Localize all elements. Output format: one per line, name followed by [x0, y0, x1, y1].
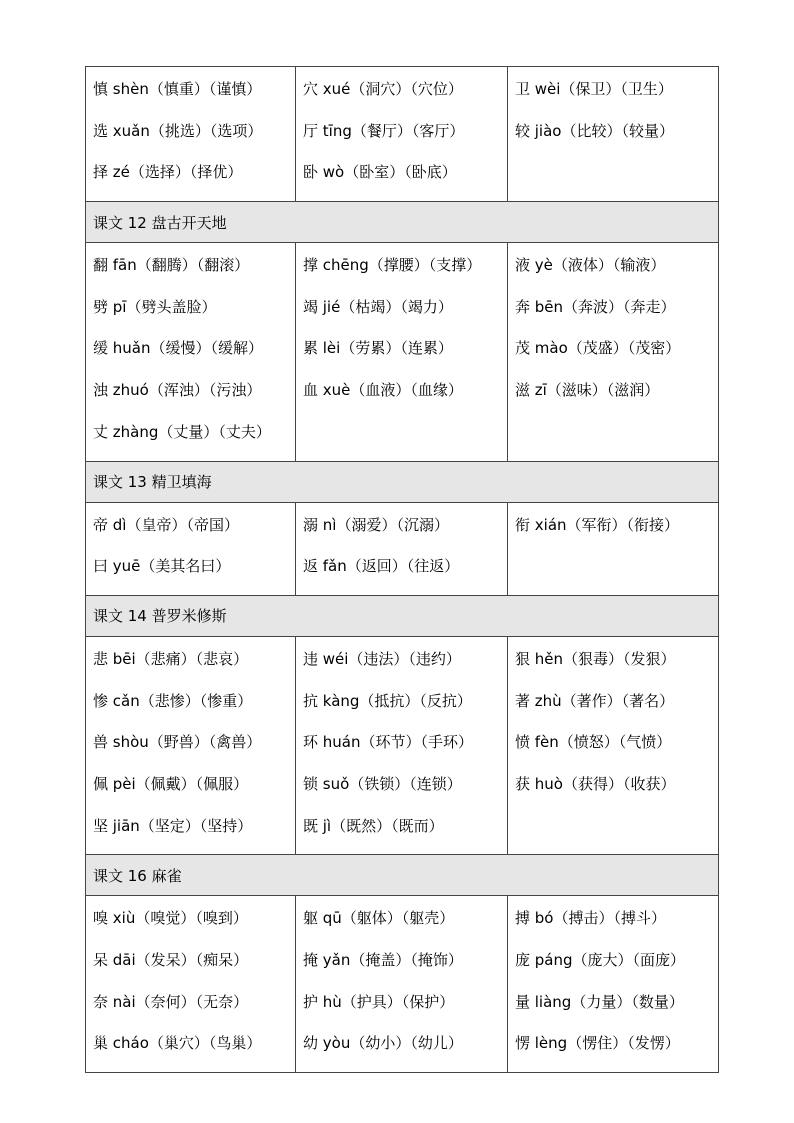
section-header-row [86, 595, 719, 636]
character-column [86, 502, 296, 595]
character-entry: 劈 pī（劈头盖脸） [93, 297, 217, 316]
character-entry: 悲 bēi（悲痛）（悲哀） [93, 649, 249, 668]
character-entry: 缓 huǎn（缓慢）（缓解） [93, 339, 263, 358]
section-content-row [86, 502, 719, 595]
character-entry: 愣 lèng（愣住）（发愣） [515, 1034, 680, 1053]
section-header-row [86, 202, 719, 243]
vocabulary-table-body [86, 67, 719, 1073]
character-column [296, 636, 508, 854]
character-column [296, 243, 508, 461]
character-column [508, 896, 719, 1073]
character-column [508, 67, 719, 202]
character-entry: 慎 shèn（慎重）（谨慎） [93, 80, 262, 98]
section-title: 课文 12 盘古开天地 [86, 202, 719, 243]
character-entry: 溺 nì（溺爱）（沉溺） [303, 515, 449, 534]
character-column [86, 67, 296, 202]
character-entry: 愤 fèn（愤怒）（气愤） [515, 733, 672, 752]
character-entry: 呆 dāi（发呆）（痴呆） [93, 951, 249, 969]
character-entry: 护 hù（护具）（保护） [303, 992, 455, 1011]
character-entry: 奈 nài（奈何）（无奈） [93, 992, 249, 1011]
character-entry: 翻 fān（翻腾）（翻滚） [93, 256, 250, 275]
section-title: 课文 16 麻雀 [86, 855, 719, 896]
character-entry: 较 jiào（比较）（较量） [515, 121, 674, 140]
character-entry: 狠 hěn（狠毒）（发狠） [515, 649, 676, 668]
section-title: 课文 13 精卫填海 [86, 461, 719, 502]
character-entry: 坚 jiān（坚定）（坚持） [93, 816, 253, 835]
character-entry: 巢 cháo（巢穴）（鸟巢） [93, 1034, 262, 1053]
character-entry: 惨 cǎn（悲惨）（惨重） [93, 691, 253, 710]
character-entry: 丈 zhàng（丈量）（丈夫） [93, 422, 271, 441]
character-entry: 竭 jié（枯竭）（竭力） [303, 297, 453, 316]
character-entry: 躯 qū（躯体）（躯壳） [303, 909, 455, 928]
character-column [296, 896, 508, 1073]
character-column [508, 243, 719, 461]
character-entry: 著 zhù（著作）（著名） [515, 691, 675, 710]
character-entry: 累 lèi（劳累）（连累） [303, 339, 453, 358]
section-title: 课文 14 普罗米修斯 [86, 595, 719, 636]
character-entry: 环 huán（环节）（手环） [303, 733, 473, 752]
character-column [296, 67, 508, 202]
section-content-row [86, 243, 719, 461]
section-header-row [86, 855, 719, 896]
character-entry: 液 yè（液体）（输液） [515, 256, 666, 275]
character-entry: 既 jì（既然）（既而） [303, 816, 444, 835]
character-entry: 锁 suǒ（铁锁）（连锁） [303, 774, 462, 793]
vocabulary-table [85, 66, 719, 1073]
character-entry: 撑 chēng（撑腰）（支撑） [303, 256, 482, 275]
character-column [508, 636, 719, 854]
character-entry: 选 xuǎn（挑选）（选项） [93, 121, 263, 140]
character-entry: 卫 wèi（保卫）（卫生） [515, 80, 673, 98]
character-entry: 血 xuè（血液）（血缘） [303, 381, 463, 400]
character-column [86, 896, 296, 1073]
character-column [508, 502, 719, 595]
character-column [296, 502, 508, 595]
section-header-row [86, 461, 719, 502]
character-column [86, 243, 296, 461]
section-content-row [86, 636, 719, 854]
character-entry: 帝 dì（皇帝）（帝国） [93, 515, 239, 534]
section-content-row [86, 67, 719, 202]
character-entry: 抗 kàng（抵抗）（反抗） [303, 691, 472, 710]
section-content-row [86, 896, 719, 1073]
character-entry: 获 huò（获得）（收获） [515, 774, 676, 793]
character-entry: 奔 bēn（奔波）（奔走） [515, 297, 676, 316]
character-entry: 庞 páng（庞大）（面庞） [515, 951, 686, 969]
character-entry: 厅 tīng（餐厅）（客厅） [303, 121, 465, 140]
character-entry: 穴 xué（洞穴）（穴位） [303, 80, 463, 98]
character-column [86, 636, 296, 854]
character-entry: 搏 bó（搏击）（搏斗） [515, 909, 666, 928]
character-entry: 掩 yǎn（掩盖）（掩饰） [303, 951, 463, 969]
character-entry: 卧 wò（卧室）（卧底） [303, 163, 457, 182]
character-entry: 曰 yuē（美其名曰） [93, 557, 231, 576]
character-entry: 浊 zhuó（浑浊）（污浊） [93, 381, 262, 400]
character-entry: 返 fǎn（返回）（往返） [303, 557, 460, 576]
character-entry: 佩 pèi（佩戴）（佩服） [93, 774, 249, 793]
character-entry: 兽 shòu（野兽）（禽兽） [93, 733, 262, 752]
character-entry: 违 wéi（违法）（违约） [303, 649, 461, 668]
character-entry: 衔 xián（军衔）（衔接） [515, 515, 680, 534]
character-entry: 滋 zī（滋味）（滋润） [515, 381, 660, 400]
character-entry: 量 liàng（力量）（数量） [515, 992, 684, 1011]
character-entry: 嗅 xiù（嗅觉）（嗅到） [93, 909, 248, 928]
character-entry: 幼 yòu（幼小）（幼儿） [303, 1034, 463, 1053]
character-entry: 择 zé（选择）（择优） [93, 163, 243, 182]
character-entry: 茂 mào（茂盛）（茂密） [515, 339, 681, 358]
